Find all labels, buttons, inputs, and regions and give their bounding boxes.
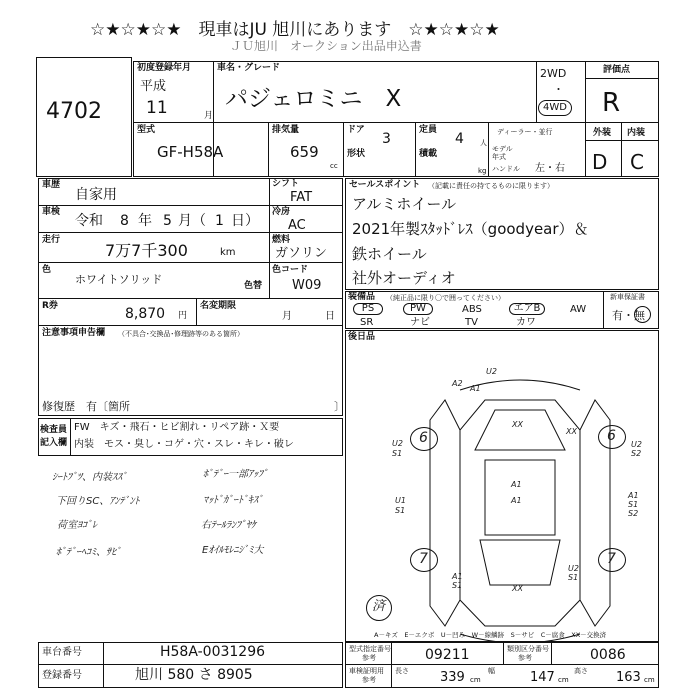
sales-point-line-2: 2021年製ｽﾀｯﾄﾞﾚｽ（goodyear）＆ xyxy=(352,220,589,238)
mileage-value: 7万7千300 xyxy=(105,241,188,260)
hand-note-right-4: Eｵｲﾙﾓﾚﾆｼﾞﾐ大 xyxy=(202,545,264,556)
model-year-label: モデル 年式 xyxy=(492,145,513,161)
capacity-label: 定員 xyxy=(419,125,438,135)
doors-label: ドア xyxy=(347,125,365,135)
inspection-label: 車検 xyxy=(42,207,61,217)
car-name-label: 車名・グレード xyxy=(217,63,281,73)
inspection-year: 8 xyxy=(120,213,129,229)
equip-leather: カワ xyxy=(516,317,536,328)
handle-value: 左・右 xyxy=(535,163,565,174)
new-book-label: 新車保証書 xyxy=(610,293,645,301)
hand-note-left-1: ｼｰﾄﾌﾞﾂ、内装ｽｽﾞ xyxy=(52,472,127,483)
banner-text: ☆★☆★☆★ 現車はJU 旭川にあります ☆★☆★☆★ xyxy=(90,20,500,40)
usage-value: 自家用 xyxy=(75,187,117,203)
displacement-label: 排気量 xyxy=(272,125,300,135)
sales-point-label: セールスポイント xyxy=(349,180,421,190)
drive-2wd: 2WD xyxy=(540,67,567,80)
repair-history-end: 〕 xyxy=(334,400,345,413)
exterior-value: D xyxy=(592,150,608,174)
dims-label: 車検証明用 xyxy=(349,667,384,675)
hand-note-left-4: ﾎﾞﾃﾞｰﾍｺﾐ、ｻﾋﾞ xyxy=(56,547,121,558)
inspection-year-unit: 年 xyxy=(138,213,152,229)
recycle-label: R券 xyxy=(42,301,58,311)
sales-point-note: （記載に責任の持てるものに限ります） xyxy=(428,182,554,190)
mark-18: S1 xyxy=(452,581,463,590)
color-change-label: 色替 xyxy=(244,281,263,291)
notes-sub: （不具合･交換品･修理跡等のある箇所） xyxy=(118,330,244,338)
mark-9: U2 xyxy=(631,440,642,449)
dealer-label: ディーラー・並行 xyxy=(497,128,553,136)
width-label: 幅 xyxy=(488,667,495,675)
rear-seat-label: 後日品 xyxy=(348,332,376,342)
inspector-label-2: 記入欄 xyxy=(40,438,68,448)
car-damage-diagram xyxy=(345,330,659,642)
model-value: GF-H58A xyxy=(157,143,224,161)
first-reg-month-unit: 月 xyxy=(204,111,214,121)
capacity-unit: 人 xyxy=(480,139,487,147)
meigi-day-unit: 日 xyxy=(325,311,335,322)
fuel-label: 燃料 xyxy=(272,235,291,245)
equipment-note: （純正品に限り〇で囲ってください） xyxy=(386,294,505,302)
width-unit: cm xyxy=(558,676,569,684)
inspector-label: 検査員 xyxy=(40,425,68,435)
capacity-value: 4 xyxy=(455,131,464,147)
usage-label: 車歴 xyxy=(42,180,61,190)
equip-abs: ABS xyxy=(462,304,482,315)
equip-ps: PS xyxy=(353,303,383,315)
damage-legend: A－キズ E－エクボ U－凹み W－線鱗跡 S－サビ C－腐食 XX－交換済 xyxy=(374,631,607,639)
displacement-unit: cc xyxy=(330,162,338,170)
tire-label-fl: 6 xyxy=(419,430,428,446)
length-label: 長さ xyxy=(395,667,409,675)
mark-14: A1 xyxy=(628,491,639,500)
load-label: 積載 xyxy=(419,149,438,159)
meigi-label: 名変期限 xyxy=(200,301,237,311)
grade-label: 評価点 xyxy=(603,65,631,75)
fuel-value: ガソリン xyxy=(275,246,328,261)
color-code-label: 色コード xyxy=(272,265,309,275)
equip-aw: AW xyxy=(570,304,587,315)
new-book-circle xyxy=(634,306,651,323)
first-reg-year: 11 xyxy=(146,98,168,118)
type-number-label: 型式指定番号 xyxy=(349,645,391,653)
inspection-month: 5 xyxy=(163,213,172,229)
mark-7: U2 xyxy=(392,439,403,448)
mark-17: A1 xyxy=(452,572,463,581)
interior-label: 内装 xyxy=(627,128,646,138)
mark-10: S2 xyxy=(631,449,642,458)
shift-value: FAT xyxy=(290,190,313,205)
inspection-day-unit: 日） xyxy=(231,213,259,229)
chassis-label: 車台番号 xyxy=(42,647,82,658)
mark-1: A2 xyxy=(452,379,463,388)
height-value: 163 xyxy=(616,670,641,685)
inspector-row-1: FW キズ・飛石・ヒビ割れ・リペア跡・Ｘ要 xyxy=(74,422,280,433)
first-reg-era: 平成 xyxy=(140,79,167,94)
tire-label-fr: 6 xyxy=(607,428,616,444)
meigi-month-unit: 月 xyxy=(282,311,292,322)
mark-8: S1 xyxy=(392,449,403,458)
recycle-unit: 円 xyxy=(178,311,188,321)
width-value: 147 xyxy=(530,670,555,685)
mark-2: A1 xyxy=(470,384,481,393)
lot-number: 4702 xyxy=(46,99,102,124)
class-number-label: 類別区分番号 xyxy=(507,645,549,653)
notes-label: 注意事項申告欄 xyxy=(42,328,106,338)
rear-window xyxy=(480,540,560,585)
sales-point-line-3: 鉄ホイール xyxy=(352,245,427,263)
model-label: 型式 xyxy=(137,125,156,135)
exterior-label: 外装 xyxy=(593,128,612,138)
hand-note-right-2: ﾏｯﾄﾞｶﾞｰﾄﾞｷｽﾞ xyxy=(203,495,263,506)
equip-airbag: エアB xyxy=(509,303,545,315)
mark-21: S1 xyxy=(568,573,579,582)
type-number-value: 09211 xyxy=(425,647,470,663)
doors-value: 3 xyxy=(382,131,391,147)
chassis-value: H58A-0031296 xyxy=(160,644,266,660)
hand-note-right-1: ﾎﾞﾃﾞｰ一部ｱｯﾌﾟ xyxy=(203,469,268,480)
shift-label: シフト xyxy=(272,179,300,189)
equip-sr: SR xyxy=(360,317,374,328)
mark-12: U1 xyxy=(395,496,406,505)
ac-value: AC xyxy=(288,218,306,233)
new-book-value: 有・無 xyxy=(612,309,645,322)
mark-5: XX xyxy=(566,427,577,436)
height-label: 高さ xyxy=(574,667,588,675)
car-name: パジェロミニ X xyxy=(225,86,402,112)
equip-navi: ナビ xyxy=(410,317,430,328)
faded-form-title: ＪＵ旭川 オークション出品申込書 xyxy=(230,39,422,53)
equipment-label: 装備品 xyxy=(348,292,376,302)
inspection-day: 1 xyxy=(215,213,224,229)
hand-note-right-3: 右ﾃｰﾙﾗﾝﾌﾟﾔｹ xyxy=(201,520,256,531)
displacement-value: 659 xyxy=(290,143,319,161)
ac-label: 冷房 xyxy=(272,207,291,217)
handle-label: ハンドル xyxy=(492,165,520,173)
equip-tv: TV xyxy=(465,317,478,328)
drive-4wd-circled: 4WD xyxy=(538,100,572,116)
plate-value: 旭川 580 さ 8905 xyxy=(135,667,253,683)
tire-label-rr: 7 xyxy=(607,551,616,567)
mark-20: U2 xyxy=(568,564,579,573)
tire-label-rl: 7 xyxy=(419,551,428,567)
length-value: 339 xyxy=(440,670,465,685)
mark-16: S2 xyxy=(628,509,639,518)
inspector-row-2: 内装 モス・臭し・コゲ・穴・スレ・キレ・破レ xyxy=(74,439,294,450)
class-number-sub: 参考 xyxy=(518,654,532,662)
drive-dot: ・ xyxy=(553,83,564,96)
first-reg-label: 初度登録年月 xyxy=(137,63,192,73)
plate-label: 登録番号 xyxy=(42,670,82,681)
mileage-label: 走行 xyxy=(42,235,61,245)
mark-19: XX xyxy=(512,584,523,593)
inspection-era: 令和 xyxy=(75,213,103,229)
color-value: ホワイトソリッド xyxy=(75,273,163,286)
dims-sub: 参考 xyxy=(362,676,376,684)
repair-history: 修復歴 有〔箇所 xyxy=(42,400,130,413)
sales-point-line-4: 社外オーディオ xyxy=(352,269,456,287)
mark-3: U2 xyxy=(486,367,497,376)
inspected-stamp-text: 済 xyxy=(372,599,386,614)
type-number-sub: 参考 xyxy=(362,654,376,662)
grade-value: R xyxy=(602,88,621,118)
mark-13: S1 xyxy=(395,506,406,515)
recycle-value: 8,870 xyxy=(125,306,166,322)
height-unit: cm xyxy=(644,676,655,684)
mileage-unit: km xyxy=(220,247,236,258)
interior-value: C xyxy=(630,150,644,174)
hand-note-left-2: 下回りSC、ｱﾝﾃﾞﾝﾄ xyxy=(56,496,140,507)
equip-pw: PW xyxy=(403,303,433,315)
inspection-month-unit: 月（ xyxy=(178,213,206,229)
mark-4: XX xyxy=(512,420,523,429)
load-unit: kg xyxy=(478,167,487,175)
color-code-value: W09 xyxy=(292,278,322,293)
color-label: 色 xyxy=(42,265,52,275)
class-number-value: 0086 xyxy=(590,647,626,663)
windshield xyxy=(475,410,565,450)
mark-6: A1 xyxy=(511,480,522,489)
mark-15: S1 xyxy=(628,500,639,509)
hand-note-left-3: 荷室ﾖｺﾞﾚ xyxy=(57,520,97,531)
form-label: 形状 xyxy=(347,149,366,159)
mark-11: A1 xyxy=(511,496,522,505)
length-unit: cm xyxy=(470,676,481,684)
sales-point-line-1: アルミホイール xyxy=(352,195,457,213)
